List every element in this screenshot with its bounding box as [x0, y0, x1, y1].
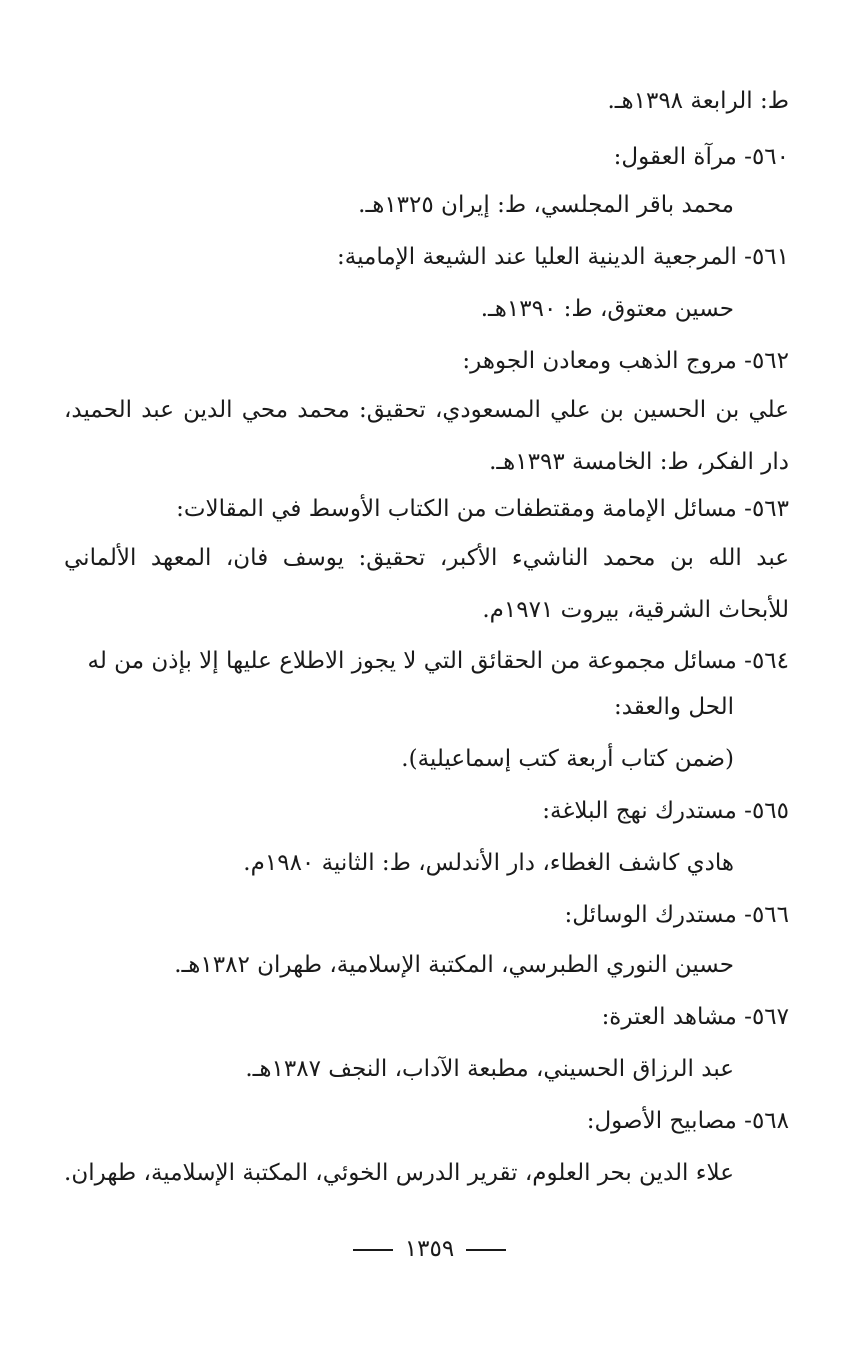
- entry-564-title: ٥٦٤- مسائل مجموعة من الحقائق التي لا يجوز الاطلاع عليها إلا بإذن من له: [87, 648, 789, 674]
- entry-561-title: ٥٦١- المرجعية الدينية العليا عند الشيعة الإمامية:: [336, 244, 789, 270]
- entry-560-details: محمد باقر المجلسي، ط: إيران ١٣٢٥هـ.: [358, 192, 734, 218]
- left-dash: [466, 1249, 506, 1251]
- page-number-footer: [0, 1234, 859, 1264]
- entry-567-title: ٥٦٧- مشاهد العترة:: [601, 1004, 789, 1030]
- entry-563-details: عبد الله بن محمد الناشيء الأكبر، تحقيق: يوسف فان، المعهد الألماني للأبحاث الشرقية، بيروت ١٩٧١م.: [64, 545, 789, 623]
- right-dash: [353, 1249, 393, 1251]
- entry-564-title-continued: الحل والعقد:: [613, 694, 734, 720]
- page-number: ١٣٥٩: [404, 1236, 455, 1262]
- entry-560-title: ٥٦٠- مرآة العقول:: [613, 144, 789, 170]
- entry-566-title: ٥٦٦- مستدرك الوسائل:: [564, 902, 789, 928]
- entry-567-details: عبد الرزاق الحسيني، مطبعة الآداب، النجف ١٣٨٧هـ.: [245, 1056, 734, 1082]
- entry-565-details: هادي كاشف الغطاء، دار الأندلس، ط: الثانية ١٩٨٠م.: [243, 850, 734, 876]
- entry-565-title: ٥٦٥- مستدرك نهج البلاغة:: [542, 798, 789, 824]
- entry-562-details: علي بن الحسين بن علي المسعودي، تحقيق: محمد محي الدين عبد الحميد، دار الفكر، ط: الخامسة ١٣٩٣هـ.: [64, 397, 789, 475]
- entry-562-title: ٥٦٢- مروج الذهب ومعادن الجوهر:: [462, 348, 789, 374]
- entry-568-details: علاء الدين بحر العلوم، تقرير الدرس الخوئي، المكتبة الإسلامية، طهران.: [64, 1160, 734, 1186]
- entry-566-details: حسين النوري الطبرسي، المكتبة الإسلامية، طهران ١٣٨٢هـ.: [174, 952, 734, 978]
- entry-563-title: ٥٦٣- مسائل الإمامة ومقتطفات من الكتاب الأوسط في المقالات:: [176, 496, 789, 522]
- entry-568-title: ٥٦٨- مصابيح الأصول:: [586, 1108, 789, 1134]
- entry-561-details: حسين معتوق، ط: ١٣٩٠هـ.: [480, 296, 734, 322]
- entry-564-details: (ضمن كتاب أربعة كتب إسماعيلية).: [401, 746, 734, 772]
- entry-559-edition: ط: الرابعة ١٣٩٨هـ.: [607, 88, 789, 114]
